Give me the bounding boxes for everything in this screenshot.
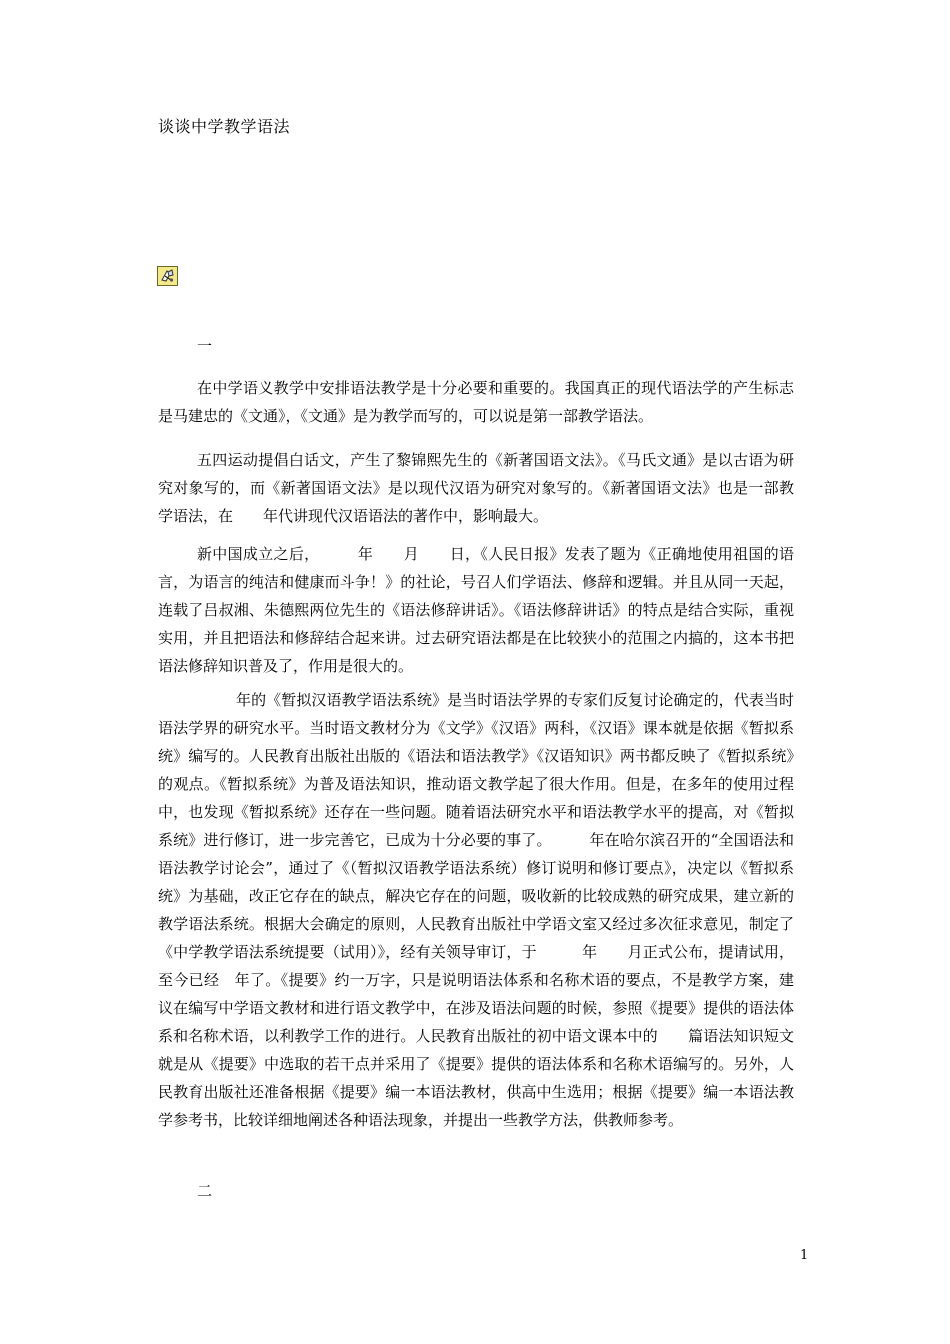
embedded-object-icon[interactable] (157, 266, 178, 286)
paragraph-4: 年的《暂拟汉语教学语法系统》是当时语法学界的专家们反复讨论确定的，代表当时语法学界的研究水平。当时语文教材分为《文学》《汉语》两科，《汉语》课本就是依据《暂拟系统》编写的。人民教育出版社出版的《语法和语法教学》《汉语知识》两书都反映了《暂拟系统》的观点。《暂拟系统》为普及语法知识，推动语文教学起了很大作用。但是，在多年的使用过程中，也发现《暂拟系统》还存在一些问题。随着语法研究水平和语法教学水平的提高，对《暂拟系统》进行修订，进一步完善它，已成为十分必要的事了。 年在哈尔滨召开的“全国语法和语法教学讨论会”，通过了《（暂拟汉语教学语法系统）修订说明和修订要点》，决定以《暂拟系统》为基础，改正它存在的缺点，解决它存在的问题，吸收新的比较成熟的研究成果，建立新的教学语法系统。根据大会确定的原则，人民教育出版社中学语文室又经过多次征求意见，制定了《中学教学语法系统提要（试用）》，经有关领导审订，于 年 月正式公布，提请试用，至今已经 年了。《提要》约一万字，只是说明语法体系和名称术语的要点，不是教学方案，建议在编写中学语文教材和进行语文教学中，在涉及语法问题的时候，参照《提要》提供的语法体系和名称术语，以利教学工作的进行。人民教育出版社的初中语文课本中的 篇语法知识短文就是从《提要》中选取的若干点并采用了《提要》提供的语法体系和名称术语编写的。另外，人民教育出版社还准备根据《提要》编一本语法教材，供高中生选用；根据《提要》编一本语法教学参考书，比较详细地阐述各种语法现象，并提出一些教学方法，供教师参考。 (158, 691, 794, 1129)
paragraph-3: 新中国成立之后， 年 月 日，《人民日报》发表了题为《正确地使用祖国的语言，为语言的纯洁和健康而斗争！》的社论，号召人们学语法、修辞和逻辑。并且从同一天起，连载了吕叔湘、朱德熙两位先生的《语法修辞讲话》。《语法修辞讲话》的特点是结合实际，重视实用，并且把语法和修辞结合起来讲。过去研究语法都是在比较狭小的范围之内搞的，这本书把语法修辞知识普及了，作用是很大的。 (158, 545, 794, 675)
paragraph-2: 五四运动提倡白话文，产生了黎锦熙先生的《新著国语文法》。《马氏文通》是以古语为研究对象写的，而《新著国语文法》是以现代汉语为研究对象写的。《新著国语文法》也是一部教学语法，在 年代讲现代汉语语法的著作中，影响最大。 (158, 451, 794, 525)
page-number: 1 (800, 1248, 809, 1263)
document-title: 谈谈中学教学语法 (158, 117, 291, 136)
section-one-heading: 一 (197, 337, 213, 355)
embedded-object-glyph (158, 267, 177, 285)
section-two-heading: 二 (197, 1182, 213, 1200)
paragraph-1: 在中学语义教学中安排语法教学是十分必要和重要的。我国真正的现代语法学的产生标志是马建忠的《文通》，《文通》是为教学而写的，可以说是第一部教学语法。 (158, 379, 794, 425)
